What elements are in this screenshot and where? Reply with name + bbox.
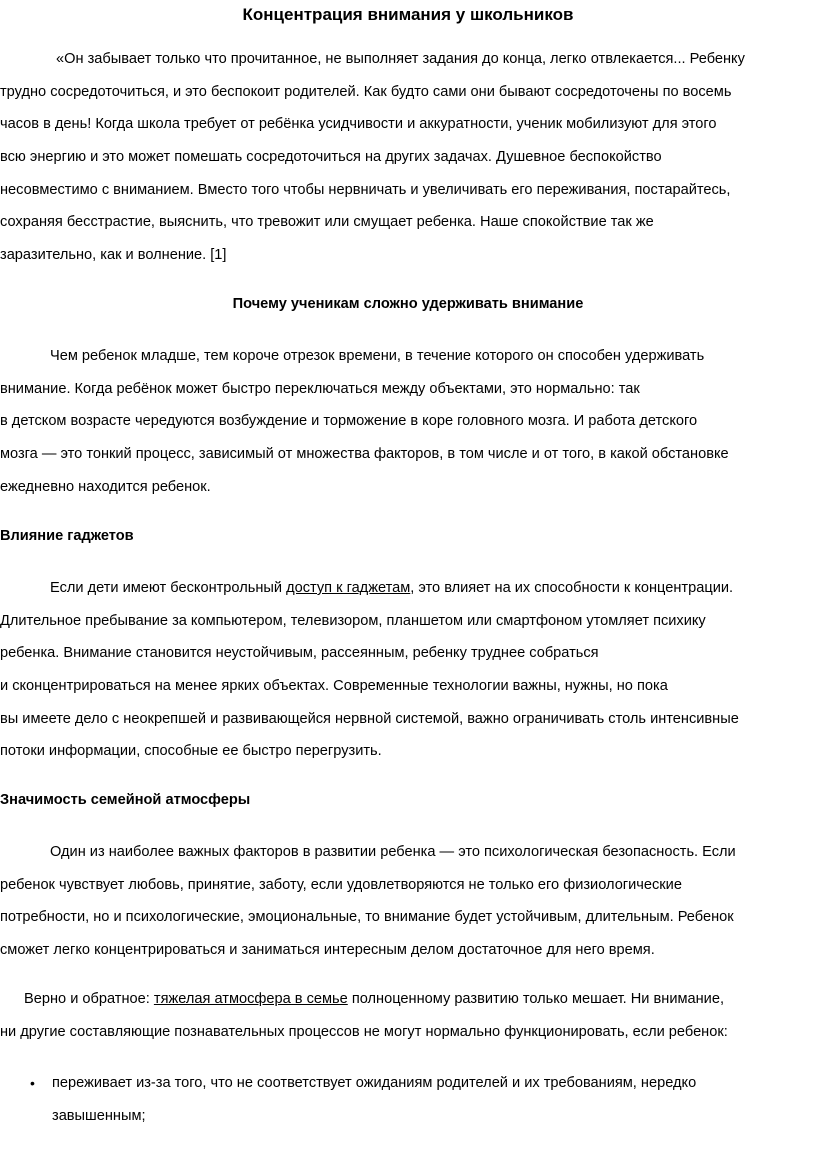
section-line: ребенка. Внимание становится неустойчивым, рассеянным, ребенку труднее собраться <box>0 645 599 662</box>
line-text: , это влияет на их способности к концентрации. <box>410 580 734 596</box>
list-item-line: завышенным; <box>52 1107 146 1124</box>
section-line: Чем ребенок младше, тем короче отрезок времени, в течение которого он способен удерживать <box>50 348 705 364</box>
section-line: сможет легко концентрироваться и заниматься интересным делом достаточное для него время. <box>0 942 655 959</box>
list-item <box>52 1067 812 1132</box>
line-text: Верно и обратное: <box>24 991 154 1007</box>
bullet-icon: • <box>30 1075 35 1091</box>
section-line: ребенок чувствует любовь, принятие, заботу, если удовлетворяются не только его физиологические <box>0 876 682 893</box>
section-line <box>0 983 812 1016</box>
section-attention-paragraph <box>0 340 812 503</box>
intro-line: часов в день! Когда школа требует от ребёнка усидчивости и аккуратности, ученик мобилизуют для этого <box>0 116 717 133</box>
intro-line: несовместимо с вниманием. Вместо того чтобы нервничать и увеличивать его переживания, постарайтесь, <box>0 181 731 198</box>
section-line: потребности, но и психологические, эмоциональные, то внимание будет устойчивым, длительным. Ребенок <box>0 909 734 926</box>
intro-paragraph <box>0 43 812 272</box>
section-line: ежедневно находится ребенок. <box>0 478 211 495</box>
section-family-paragraph-2 <box>0 983 812 1048</box>
section-family-paragraph <box>0 836 812 967</box>
section-line: в детском возрасте чередуются возбуждение и торможение в коре головного мозга. И работа детского <box>0 413 698 430</box>
section-line: вы имеете дело с неокрепшей и развивающейся нервной системой, важно ограничивать столь интенсивные <box>0 710 739 727</box>
page-title: Концентрация внимания у школьников <box>242 5 574 24</box>
section-heading-family: Значимость семейной атмосферы <box>0 792 251 808</box>
gadgets-access-link[interactable]: доступ к гаджетам <box>286 580 411 596</box>
section-line: внимание. Когда ребёнок может быстро переключаться между объектами, это нормально: так <box>0 380 640 397</box>
section-line <box>0 572 812 605</box>
intro-line: заразительно, как и волнение. [1] <box>0 247 227 264</box>
family-atmosphere-link[interactable]: тяжелая атмосфера в семье <box>153 991 348 1007</box>
section-line: Длительное пребывание за компьютером, телевизором, планшетом или смартфоном утомляет психику <box>0 612 706 629</box>
section-gadgets-paragraph <box>0 572 812 768</box>
section-heading-gadgets: Влияние гаджетов <box>0 528 134 544</box>
section-line: ни другие составляющие познавательных процессов не могут нормально функционировать, если ребенок: <box>0 1023 728 1040</box>
intro-line: всю энергию и это может помешать сосредоточиться на других задачах. Душевное беспокойство <box>0 149 662 166</box>
line-text: полноценному развитию только мешает. Ни внимание, <box>347 991 724 1007</box>
section-line: мозга — это тонкий процесс, зависимый от множества факторов, в том числе и от того, в какой обстановке <box>0 446 729 463</box>
intro-line: «Он забывает только что прочитанное, не выполняет задания до конца, легко отвлекается... Ребенку <box>56 51 745 67</box>
section-line: и сконцентрироваться на менее ярких объектах. Современные технологии важны, нужны, но пока <box>0 678 668 695</box>
line-text: Если дети имеют бесконтрольный <box>50 580 287 596</box>
intro-line: сохраняя бесстрастие, выяснить, что тревожит или смущает ребенка. Наше спокойствие так же <box>0 214 654 231</box>
intro-line: трудно сосредоточиться, и это беспокоит родителей. Как будто сами они бывают сосредоточены по восемь <box>0 83 732 100</box>
section-line: потоки информации, способные ее быстро перегрузить. <box>0 743 382 760</box>
section-line: Один из наиболее важных факторов в развитии ребенка — это психологическая безопасность. Если <box>50 844 736 860</box>
list-item-line: переживает из-за того, что не соответствует ожиданиям родителей и их требованиям, нередко <box>52 1075 697 1091</box>
section-heading-attention: Почему ученикам сложно удерживать внимание <box>232 296 584 312</box>
